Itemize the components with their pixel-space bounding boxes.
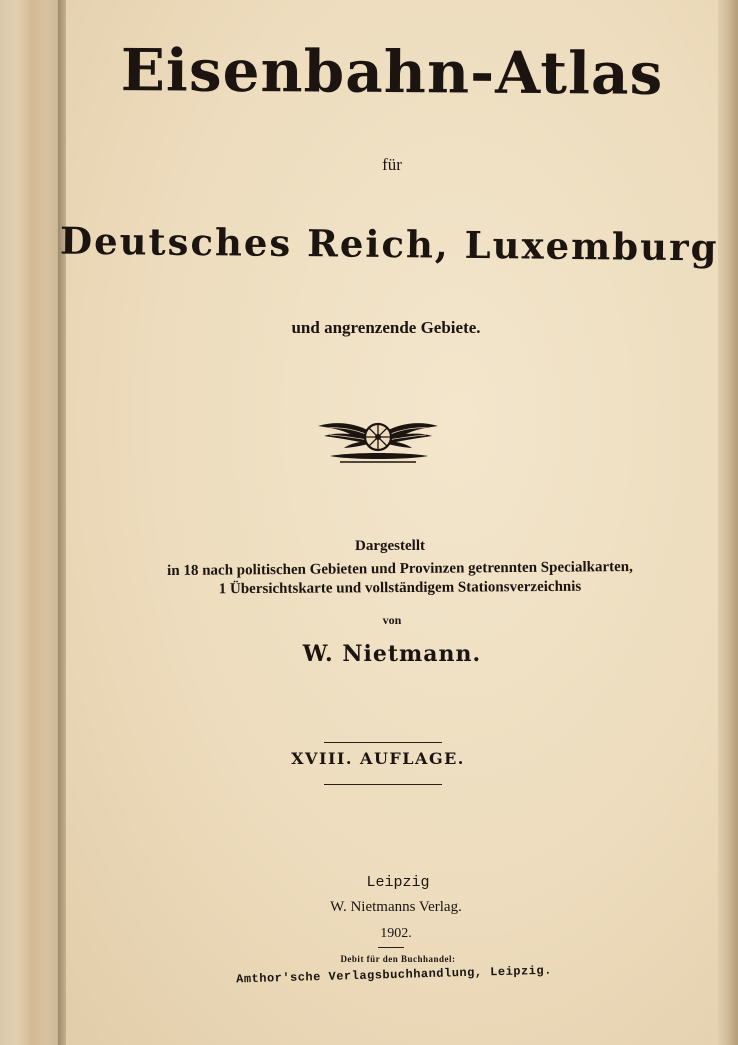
- imprint-year: 1902.: [380, 926, 412, 941]
- left-page-stain: [14, 0, 50, 1045]
- author-name: W. Nietmann.: [302, 641, 482, 667]
- edition-label: XVIII. AUFLAGE.: [291, 749, 465, 768]
- book-title: Eisenbahn-Atlas: [120, 36, 664, 108]
- edition-rule-top: [324, 742, 442, 743]
- fuer-label: für: [382, 155, 402, 174]
- title-page: [59, 0, 719, 1045]
- year-rule: [378, 947, 404, 948]
- winged-wheel-icon: [316, 410, 440, 466]
- imprint-publisher: W. Nietmanns Verlag.: [330, 899, 462, 915]
- distributor-name: Amthor'sche Verlagsbuchhandlung, Leipzig.: [235, 963, 553, 987]
- edition-rule-bottom: [324, 784, 442, 785]
- book-subtitle: Deutsches Reich, Luxemburg: [59, 218, 719, 270]
- by-label: von: [382, 613, 402, 627]
- subtitle-continuation: und angrenzende Gebiete.: [291, 318, 481, 337]
- description-line-1: Dargestellt: [355, 538, 425, 554]
- description-line-2: in 18 nach politischen Gebieten und Provinzen getrennten Specialkarten,: [167, 558, 633, 580]
- debit-note: Debit für den Buchhandel:: [340, 954, 456, 964]
- description-line-3: 1 Übersichtskarte und vollständigem Stationsverzeichnis: [218, 578, 582, 598]
- imprint-place: Leipzig: [366, 874, 430, 891]
